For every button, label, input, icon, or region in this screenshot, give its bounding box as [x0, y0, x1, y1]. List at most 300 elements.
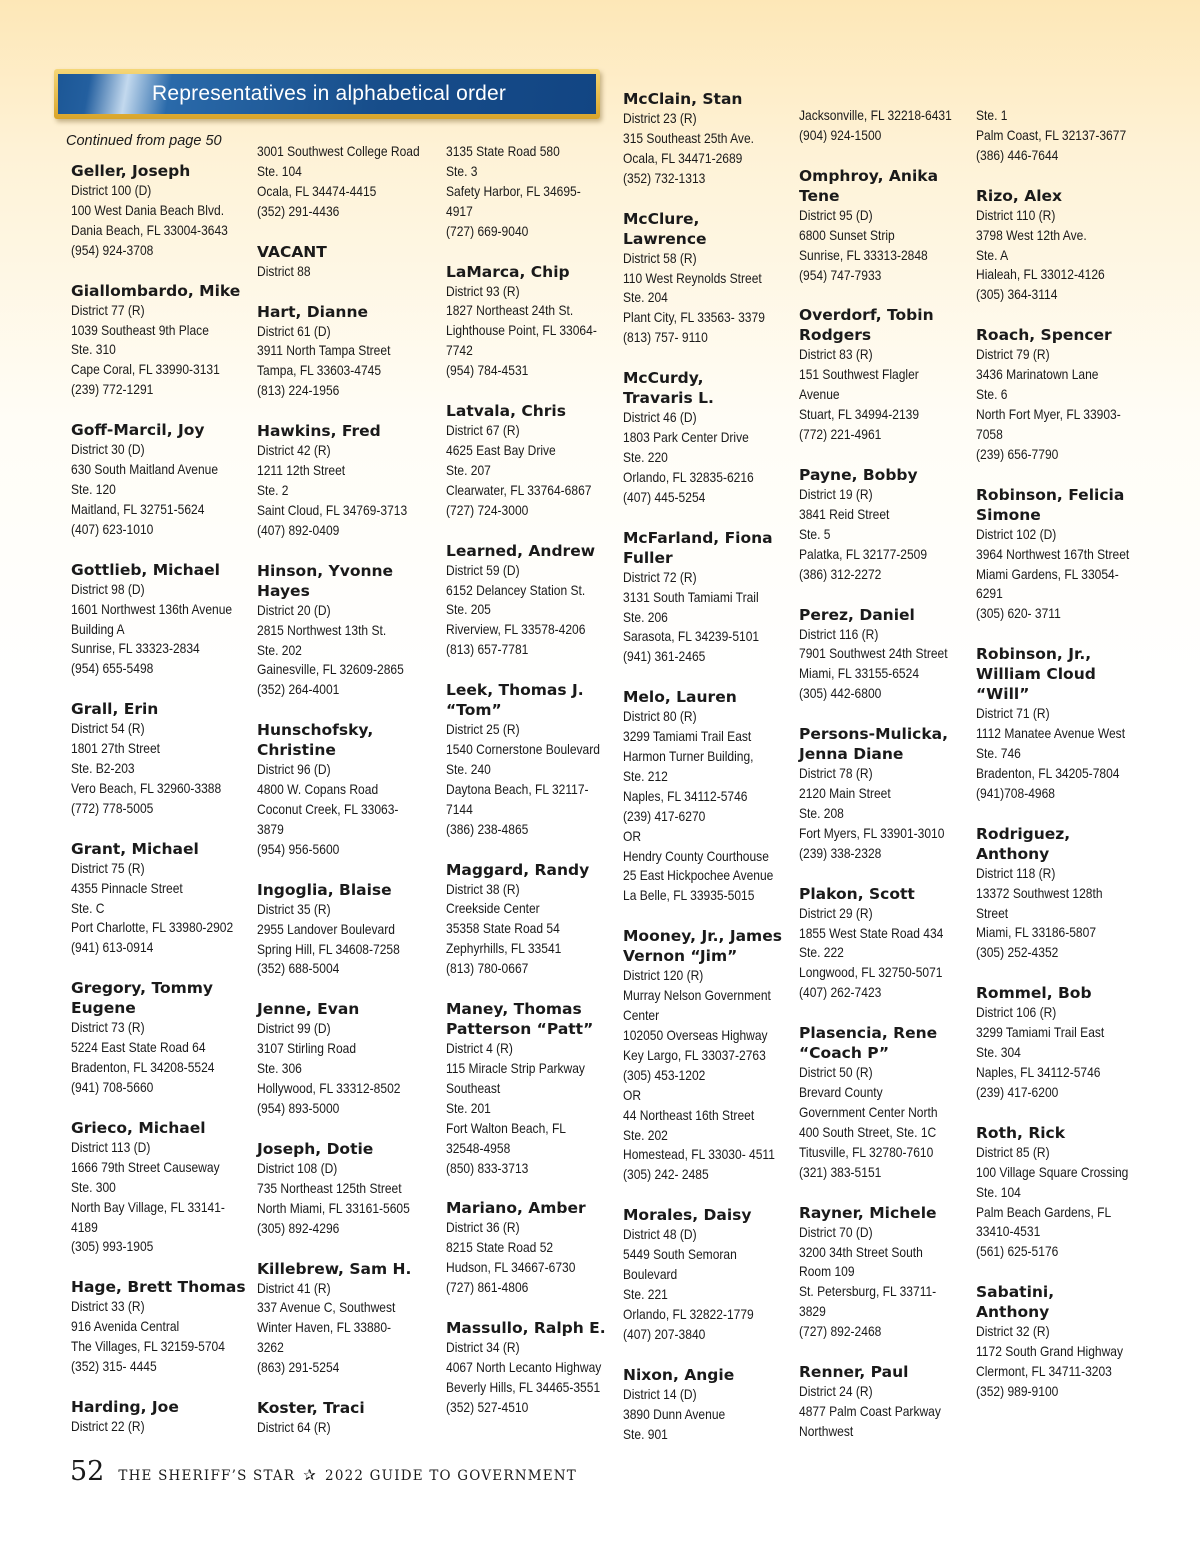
district-line: District 46 (D)	[623, 409, 697, 426]
contact-line: 8215 State Road 52	[446, 1239, 554, 1256]
contact-line: Beverly Hills, FL 34465-3551	[446, 1378, 601, 1395]
contact-line: (407) 262-7423	[799, 984, 882, 1001]
contact-line: 3299 Tamiami Trail East	[623, 728, 752, 745]
contact-line: Gainesville, FL 32609-2865	[257, 661, 404, 678]
contact-line: (352) 291-4436	[257, 202, 340, 219]
contact-line: Zephyrhills, FL 33541	[446, 940, 562, 957]
representative-name: Robinson, Felicia	[976, 485, 1125, 504]
contact-line: 4917	[446, 202, 473, 219]
contact-line: 630 South Maitland Avenue	[71, 461, 219, 478]
contact-line: (727) 861-4806	[446, 1279, 529, 1296]
representative-name: Roach, Spencer	[976, 326, 1112, 345]
contact-line: Winter Haven, FL 33880-	[257, 1319, 392, 1336]
contact-line: 1112 Manatee Avenue West	[976, 725, 1126, 742]
contact-line: 337 Avenue C, Southwest	[257, 1299, 396, 1316]
contact-line: (954) 956-5600	[257, 840, 340, 857]
contact-line: Naples, FL 34112-5746	[976, 1064, 1101, 1080]
representative-name: Rayner, Michele	[799, 1203, 937, 1222]
contact-line: St. Petersburg, FL 33711-	[799, 1283, 937, 1300]
district-line: District 98 (D)	[71, 580, 145, 597]
contact-line: Government Center North	[799, 1104, 938, 1120]
district-line: District 96 (D)	[257, 761, 331, 778]
contact-line: OR	[623, 1086, 642, 1103]
contact-line: (954) 893-5000	[257, 1100, 340, 1116]
contact-line: 400 South Street, Ste. 1C	[799, 1123, 937, 1140]
representative-name: “Coach P”	[799, 1044, 890, 1063]
district-line: District 72 (R)	[623, 568, 697, 585]
representative-name: McClain, Stan	[623, 90, 743, 108]
district-line: District 32 (R)	[976, 1323, 1050, 1340]
representative-entry	[799, 166, 971, 286]
contact-line: Palm Coast, FL 32137-3677	[976, 126, 1127, 143]
representative-name: Vernon “Jim”	[623, 947, 738, 966]
district-line: District 99 (D)	[257, 1020, 331, 1037]
publication-name: THE SHERIFF’S STAR	[118, 1468, 296, 1484]
representative-entry	[71, 1118, 251, 1257]
representative-name: Persons-Mulicka,	[799, 725, 949, 744]
contact-line: (321) 383-5151	[799, 1163, 882, 1180]
contact-line: Ste. B2-203	[71, 760, 135, 777]
representative-entry	[71, 1277, 251, 1377]
contact-line: (727) 724-3000	[446, 501, 529, 518]
contact-line: (352) 264-4001	[257, 681, 340, 698]
representative-name: Leek, Thomas J.	[446, 681, 584, 700]
contact-line: Ste. 5	[799, 525, 831, 542]
contact-line: 3135 State Road 580	[446, 143, 560, 159]
contact-line: Fort Walton Beach, FL	[446, 1119, 567, 1136]
representative-entry	[623, 368, 795, 508]
representative-name: Goff-Marcil, Joy	[71, 421, 205, 440]
contact-line: Ste. 304	[976, 1044, 1021, 1061]
contact-line: 3299 Tamiami Trail East	[976, 1024, 1105, 1041]
representative-entry	[71, 281, 251, 401]
contact-line: Naples, FL 34112-5746	[623, 787, 748, 804]
contact-line: La Belle, FL 33935-5015	[623, 887, 755, 904]
representative-name: Roth, Rick	[976, 1123, 1066, 1142]
contact-line: Maitland, FL 32751-5624	[71, 500, 205, 517]
contact-line: Ste. 120	[71, 480, 116, 497]
representative-entry	[71, 560, 251, 680]
district-line: District 58 (R)	[623, 249, 697, 266]
contact-line: 3798 West 12th Ave.	[976, 226, 1087, 243]
representative-entry	[257, 302, 441, 402]
district-line: District 48 (D)	[623, 1226, 697, 1243]
representative-entry	[71, 839, 251, 959]
representative-entry	[623, 1205, 795, 1344]
representative-entry	[446, 401, 618, 521]
contact-line: (941) 613-0914	[71, 939, 154, 956]
contact-line: Ste. 206	[623, 608, 668, 625]
contact-line: Boulevard	[623, 1266, 678, 1283]
contact-line: Hendry County Courthouse	[623, 847, 769, 864]
contact-line: Ste. 212	[623, 767, 668, 784]
contact-line: 1601 Northwest 136th Avenue	[71, 600, 233, 617]
contact-line: Hudson, FL 34667-6730	[446, 1259, 576, 1276]
contact-line: (941)708-4968	[976, 784, 1055, 801]
contact-line: Ste. 104	[976, 1183, 1021, 1200]
contact-line: 7742	[446, 342, 473, 359]
district-line: District 54 (R)	[71, 720, 145, 737]
column-1	[71, 161, 251, 1457]
contact-line: Avenue	[799, 386, 840, 403]
district-line: District 78 (R)	[799, 765, 873, 782]
contact-line: Ste. 202	[257, 641, 302, 658]
guide-title: 2022 GUIDE TO GOVERNMENT	[325, 1468, 577, 1484]
representative-entry	[257, 880, 441, 980]
representative-entry	[623, 528, 795, 668]
contact-line: 6800 Sunset Strip	[799, 226, 895, 243]
contact-line: (813) 780-0667	[446, 960, 529, 977]
contact-line: (954) 747-7933	[799, 266, 882, 283]
representative-entry	[446, 262, 618, 382]
contact-line: 151 Southwest Flagler	[799, 366, 919, 383]
representative-name: VACANT	[257, 242, 327, 261]
contact-line: (352) 688-5004	[257, 960, 340, 977]
representative-name: Grant, Michael	[71, 839, 199, 858]
district-line: District 50 (R)	[799, 1064, 873, 1081]
representative-name: LaMarca, Chip	[446, 262, 570, 281]
contact-line: 102050 Overseas Highway	[623, 1027, 768, 1043]
representative-entry	[257, 1139, 441, 1239]
representative-name: Rizo, Alex	[976, 186, 1063, 205]
representative-entry	[446, 1198, 618, 1298]
representative-entry	[71, 699, 251, 819]
district-line: District 118 (R)	[976, 864, 1056, 881]
representative-entry	[976, 106, 1156, 166]
contact-line: (352) 527-4510	[446, 1398, 529, 1415]
contact-line: 32548-4958	[446, 1139, 511, 1156]
contact-line: Palatka, FL 32177-2509	[799, 545, 928, 562]
representative-entry	[623, 209, 795, 349]
contact-line: North Fort Myer, FL 33903-	[976, 405, 1121, 422]
contact-line: Ste. 3	[446, 162, 478, 179]
contact-line: (407) 892-0409	[257, 521, 340, 538]
contact-line: Riverview, FL 33578-4206	[446, 621, 586, 638]
district-line: District 71 (R)	[976, 705, 1050, 722]
contact-line: (813) 657-7781	[446, 641, 529, 658]
contact-line: (561) 625-5176	[976, 1243, 1059, 1260]
representative-name: Geller, Joseph	[71, 162, 191, 180]
contact-line: 7901 Southwest 24th Street	[799, 645, 948, 662]
contact-line: Titusville, FL 32780-7610	[799, 1143, 934, 1160]
representative-name: William Cloud	[976, 665, 1096, 684]
contact-line: Ste. 300	[71, 1178, 116, 1195]
representative-name: Learned, Andrew	[446, 541, 596, 560]
contact-line: 115 Miracle Strip Parkway	[446, 1060, 585, 1076]
representative-entry	[799, 1023, 971, 1182]
district-line: District 85 (R)	[976, 1143, 1050, 1160]
contact-line: 3890 Dunn Avenue	[623, 1405, 726, 1422]
contact-line: (904) 924-1500	[799, 126, 882, 143]
district-line: District 79 (R)	[976, 346, 1050, 363]
contact-line: (352) 732-1313	[623, 169, 706, 186]
contact-line: (386) 238-4865	[446, 820, 529, 837]
representative-entry	[799, 884, 971, 1004]
district-line: District 77 (R)	[71, 301, 145, 318]
contact-line: Orlando, FL 32822-1779	[623, 1305, 754, 1322]
contact-line: Creekside Center	[446, 900, 540, 917]
representative-name: Gottlieb, Michael	[71, 560, 220, 579]
contact-line: 44 Northeast 16th Street	[623, 1106, 755, 1123]
representative-entry	[799, 465, 971, 585]
representative-name: Hawkins, Fred	[257, 422, 381, 441]
contact-line: (305) 993-1905	[71, 1238, 154, 1255]
representative-entry	[799, 1362, 971, 1442]
representative-entry	[623, 687, 795, 906]
representative-name: “Will”	[976, 685, 1030, 704]
contact-line: Ste. 901	[623, 1425, 668, 1442]
representative-entry	[71, 161, 251, 261]
district-line: District 42 (R)	[257, 442, 331, 459]
contact-line: Harmon Turner Building,	[623, 748, 754, 765]
representative-entry	[446, 860, 618, 980]
contact-line: Palm Beach Gardens, FL	[976, 1203, 1112, 1220]
representative-name: McCurdy,	[623, 369, 704, 388]
contact-line: (305) 242- 2485	[623, 1166, 709, 1183]
representative-name: McClure,	[623, 209, 700, 228]
district-line: District 75 (R)	[71, 859, 145, 876]
contact-line: Building A	[71, 620, 125, 637]
representative-entry	[799, 1203, 971, 1342]
representative-name: Ingoglia, Blaise	[257, 880, 392, 899]
representative-name: Grieco, Michael	[71, 1118, 206, 1137]
representative-name: Jenne, Evan	[257, 1000, 360, 1019]
column-6	[976, 106, 1156, 1422]
contact-line: Ste. 202	[623, 1126, 668, 1143]
contact-line: (386) 446-7644	[976, 146, 1059, 163]
contact-line: 3964 Northwest 167th Street	[976, 545, 1130, 562]
contact-line: (239) 656-7790	[976, 445, 1059, 462]
contact-line: (407) 445-5254	[623, 488, 706, 505]
contact-line: 1172 South Grand Highway	[976, 1343, 1124, 1360]
contact-line: 2815 Northwest 13th St.	[257, 621, 387, 638]
representative-name: Hart, Dianne	[257, 302, 368, 321]
contact-line: Ste. 222	[799, 944, 844, 961]
contact-line: Daytona Beach, FL 32117-	[446, 780, 589, 797]
contact-line: 3001 Southwest College Road	[257, 143, 420, 159]
district-line: District 41 (R)	[257, 1279, 331, 1296]
district-line: District 34 (R)	[446, 1339, 520, 1356]
contact-line: Bradenton, FL 34205-7804	[976, 764, 1120, 781]
district-line: District 67 (R)	[446, 422, 520, 439]
contact-line: Sunrise, FL 33323-2834	[71, 640, 200, 657]
representative-name: Joseph, Dotie	[257, 1139, 374, 1158]
contact-line: (239) 338-2328	[799, 844, 882, 861]
district-line: District 95 (D)	[799, 206, 873, 223]
district-line: District 88	[257, 262, 311, 279]
representative-entry	[71, 1397, 251, 1437]
representative-name: Morales, Daisy	[623, 1206, 752, 1225]
representative-entry	[976, 186, 1156, 306]
representative-entry	[257, 142, 441, 222]
contact-line: 3911 North Tampa Street	[257, 342, 391, 359]
district-line: District 14 (D)	[623, 1385, 697, 1402]
representative-entry	[799, 106, 971, 146]
contact-line: (863) 291-5254	[257, 1359, 340, 1376]
contact-line: Coconut Creek, FL 33063-	[257, 801, 399, 818]
contact-line: (239) 417-6200	[976, 1083, 1059, 1100]
contact-line: Clearwater, FL 33764-6867	[446, 481, 592, 498]
district-line: District 80 (R)	[623, 708, 697, 725]
contact-line: Plant City, FL 33563- 3379	[623, 309, 765, 326]
contact-line: (407) 207-3840	[623, 1325, 706, 1342]
representative-name: Nixon, Angie	[623, 1365, 735, 1384]
contact-line: Ste. 208	[799, 804, 844, 821]
district-line: District 36 (R)	[446, 1219, 520, 1236]
representative-name: Melo, Lauren	[623, 688, 737, 707]
representative-name: Rodriguez,	[976, 824, 1071, 843]
representative-name: Plakon, Scott	[799, 884, 915, 903]
contact-line: 2120 Main Street	[799, 785, 891, 802]
representative-entry	[257, 999, 441, 1119]
contact-line: 1801 27th Street	[71, 740, 161, 757]
representative-name: Hayes	[257, 581, 310, 600]
representative-entry	[257, 1259, 441, 1379]
representative-entry	[446, 142, 618, 242]
representative-name: Hunschofsky,	[257, 721, 374, 740]
contact-line: 315 Southeast 25th Ave.	[623, 129, 754, 146]
contact-line: 3262	[257, 1339, 284, 1356]
contact-line: (772) 778-5005	[71, 799, 154, 816]
contact-line: Ste. 207	[446, 461, 491, 478]
representative-name: Massullo, Ralph E.	[446, 1319, 606, 1338]
representative-entry	[257, 421, 441, 541]
contact-line: Ste. 306	[257, 1060, 302, 1077]
contact-line: Ocala, FL 34471-2689	[623, 149, 743, 166]
contact-line: 33410-4531	[976, 1223, 1041, 1240]
contact-line: Vero Beach, FL 32960-3388	[71, 779, 222, 796]
contact-line: Miami Gardens, FL 33054-	[976, 565, 1119, 582]
contact-line: 4877 Palm Coast Parkway	[799, 1402, 941, 1419]
district-line: District 24 (R)	[799, 1383, 873, 1400]
representative-entry	[446, 541, 618, 661]
contact-line: 35358 State Road 54	[446, 920, 560, 937]
contact-line: Southeast	[446, 1079, 501, 1096]
representative-name: Eugene	[71, 999, 136, 1018]
contact-line: (850) 833-3713	[446, 1159, 529, 1176]
representative-entry	[446, 1318, 618, 1418]
representative-name: Harding, Joe	[71, 1397, 179, 1416]
contact-line: 3879	[257, 820, 284, 837]
contact-line: Ocala, FL 34474-4415	[257, 182, 377, 199]
representative-entry	[257, 561, 441, 701]
contact-line: Sarasota, FL 34239-5101	[623, 628, 760, 645]
contact-line: (305) 252-4352	[976, 944, 1059, 961]
representative-name: Fuller	[623, 548, 673, 567]
contact-line: 735 Northeast 125th Street	[257, 1179, 402, 1196]
contact-line: (727) 669-9040	[446, 222, 529, 239]
representative-name: Plasencia, Rene	[799, 1024, 938, 1043]
contact-line: Miami, FL 33155-6524	[799, 665, 920, 682]
representative-entry	[71, 420, 251, 540]
district-line: District 64 (R)	[257, 1419, 331, 1436]
column-5	[799, 106, 971, 1462]
representative-entry	[976, 644, 1156, 804]
contact-line: Murray Nelson Government	[623, 987, 771, 1004]
district-line: District 120 (R)	[623, 967, 704, 984]
representative-name: McFarland, Fiona	[623, 528, 773, 547]
contact-line: Port Charlotte, FL 33980-2902	[71, 919, 234, 936]
contact-line: 5449 South Semoran	[623, 1246, 737, 1263]
column-2	[257, 142, 441, 1458]
page-footer	[70, 1456, 577, 1487]
representative-entry	[976, 824, 1156, 964]
contact-line: 6152 Delancey Station St.	[446, 581, 586, 598]
representative-name: Latvala, Chris	[446, 402, 566, 421]
contact-line: Ste. A	[976, 246, 1009, 263]
representative-name: Travaris L.	[623, 389, 714, 408]
representative-entry	[799, 605, 971, 705]
contact-line: Sunrise, FL 33313-2848	[799, 246, 928, 263]
representative-name: Maggard, Randy	[446, 860, 590, 879]
contact-line: (305) 453-1202	[623, 1066, 706, 1083]
district-line: District 106 (R)	[976, 1004, 1057, 1021]
contact-line: 1803 Park Center Drive	[623, 429, 749, 446]
contact-line: 6291	[976, 585, 1003, 602]
contact-line: (239) 417-6270	[623, 807, 706, 824]
contact-line: (813) 224-1956	[257, 382, 340, 399]
representative-name: Hinson, Yvonne	[257, 561, 394, 580]
contact-line: Clermont, FL 34711-3203	[976, 1363, 1112, 1380]
contact-line: Ste. 1	[976, 107, 1008, 123]
representative-entry	[976, 1123, 1156, 1262]
district-line: District 20 (D)	[257, 601, 331, 618]
contact-line: Ste. 204	[623, 289, 668, 306]
contact-line: (386) 312-2272	[799, 565, 882, 582]
contact-line: 1855 West State Road 434	[799, 924, 944, 941]
contact-line: Homestead, FL 33030- 4511	[623, 1146, 775, 1163]
contact-line: Cape Coral, FL 33990-3131	[71, 361, 220, 378]
district-line: District 102 (D)	[976, 525, 1057, 542]
contact-line: Spring Hill, FL 34608-7258	[257, 940, 400, 957]
section-title: Representatives in alphabetical order	[152, 82, 507, 105]
page-number: 52	[70, 1456, 105, 1487]
contact-line: Lighthouse Point, FL 33064-	[446, 322, 597, 339]
contact-line: 13372 Southwest 128th	[976, 884, 1103, 901]
contact-line: (813) 757- 9110	[623, 329, 708, 346]
contact-line: 3841 Reid Street	[799, 505, 890, 522]
district-line: District 23 (R)	[623, 110, 697, 126]
representative-name: Killebrew, Sam H.	[257, 1259, 412, 1278]
contact-line: 1039 Southeast 9th Place	[71, 321, 209, 338]
contact-line: 916 Avenida Central	[71, 1318, 180, 1335]
contact-line: Ste. 2	[257, 481, 289, 498]
representative-name: Robinson, Jr.,	[976, 645, 1092, 664]
district-line: District 33 (R)	[71, 1298, 145, 1315]
contact-line: Ste. 104	[257, 162, 302, 179]
representative-name: Lawrence	[623, 229, 707, 248]
representative-name: Rommel, Bob	[976, 984, 1092, 1003]
district-line: District 61 (D)	[257, 322, 331, 339]
representative-name: Gregory, Tommy	[71, 979, 214, 998]
contact-line: 100 Village Square Crossing	[976, 1163, 1129, 1180]
contact-line: (727) 892-2468	[799, 1323, 882, 1340]
contact-line: (305) 442-6800	[799, 685, 882, 702]
district-line: District 25 (R)	[446, 721, 520, 738]
representative-name: Hage, Brett Thomas	[71, 1278, 246, 1297]
district-line: District 30 (D)	[71, 441, 145, 458]
district-line: District 29 (R)	[799, 904, 873, 921]
representative-name: Tene	[799, 186, 840, 205]
contact-line: 7058	[976, 425, 1003, 442]
representative-name: Patterson “Patt”	[446, 1020, 594, 1039]
contact-line: North Miami, FL 33161-5605	[257, 1199, 410, 1216]
contact-line: Ste. 310	[71, 341, 116, 358]
contact-line: Brevard County	[799, 1084, 883, 1101]
contact-line: Hialeah, FL 33012-4126	[976, 266, 1105, 283]
representative-name: Sabatini,	[976, 1283, 1055, 1302]
representative-name: Christine	[257, 741, 336, 760]
